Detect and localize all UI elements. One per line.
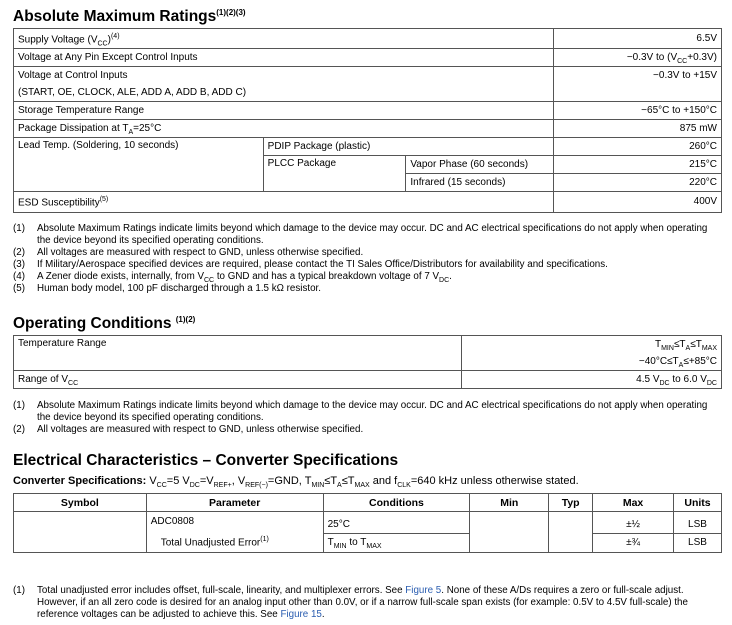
cond-25c: 25°C: [323, 512, 470, 534]
package-diss-label: Package Dissipation at $T_A=25^\circ C$: [14, 120, 554, 138]
esd-value: 400V: [554, 192, 722, 212]
voltage-control-value: −0.3V to +15V: [554, 67, 722, 85]
figure-15-link[interactable]: Figure 15: [280, 609, 322, 620]
cond-tmin-tmax: $T_{MIN}$ to $T_{MAX}$: [323, 534, 470, 553]
empty-cell: [14, 353, 462, 371]
elec-notes: [13, 585, 719, 621]
device-name: ADC0808: [150, 516, 195, 527]
empty-cell: [554, 84, 722, 102]
vapor-label: Vapor Phase (60 seconds): [406, 156, 554, 174]
table-header-row: [14, 494, 722, 512]
esd-label: ESD Susceptibility$^{(5)}$: [14, 192, 554, 212]
op-cond-title-text: Operating Conditions: [13, 315, 172, 332]
voltage-control-label: Voltage at Control Inputs: [14, 67, 554, 85]
table-row: [14, 371, 722, 389]
table-row: [14, 138, 722, 156]
op-cond-notes: [13, 400, 719, 436]
temp-range-value2: $-40^\circ C\le T_A\le+85^\circ C$: [462, 353, 722, 371]
col-max: Max: [593, 494, 674, 512]
abs-max-title-text: Absolute Maximum Ratings: [13, 8, 217, 25]
table-row: [14, 102, 722, 120]
voltage-any-pin-value: −0.3V to $(V_{CC}+0.3V)$: [554, 49, 722, 67]
temp-range-label: Temperature Range: [14, 336, 462, 354]
note-item: (1) Total unadjusted error includes offset, full-scale, linearity, and multiplexer errors. See Figure 5. None of these A/Ds requires a zero or full-scale adjust. However, if an all zero code is desired for an analog input other than 0.0V, or if a narrow full-scale span exists (for example: 0.5V to 4.5V full-scale) the reference voltages can be adjusted to achieve this. See Figure 15.: [13, 585, 688, 620]
note-item: (4) A Zener diode exists, internally, from $V_{CC}$ to GND and has a typical breakdown voltage of 7 $V_{DC}$.: [13, 271, 452, 284]
note-item: (2) All voltages are measured with respect to GND, unless otherwise specified.: [13, 247, 364, 258]
table-row: [14, 67, 722, 85]
col-units: Units: [673, 494, 721, 512]
col-typ: Typ: [549, 494, 593, 512]
elec-title: Electrical Characteristics – Converter Specifications: [13, 452, 399, 469]
storage-temp-value: −65°C to +150°C: [554, 102, 722, 120]
col-min: Min: [470, 494, 549, 512]
table-row: [14, 120, 722, 138]
table-row: [14, 353, 722, 371]
elec-subheading: Converter Specifications: $V_{CC}=5$ $V_{DC}=V_{REF+}$, $V_{REF(-)}=GND$, $T_{MIN}\le T_A\le T_{MAX}$ and $f_{CLK}=640$ kHz unless otherwise stated.: [13, 475, 579, 490]
table-row: [14, 336, 722, 354]
table-row: [14, 29, 722, 49]
table-row: [14, 49, 722, 67]
vapor-value: 215°C: [554, 156, 722, 174]
max-25c: ±½: [593, 512, 674, 534]
plcc-label: PLCC Package: [263, 156, 406, 192]
storage-temp-label: Storage Temperature Range: [14, 102, 554, 120]
max-tmin-tmax: ±¾: [593, 534, 674, 553]
elec-table: [13, 493, 722, 553]
param-name: Total Unadjusted Error$^{(1)}$: [160, 536, 269, 549]
table-row: [14, 512, 722, 534]
supply-voltage-label: Supply Voltage $(V_{CC})^{(4)}$: [14, 29, 554, 49]
note-item: (3) If Military/Aerospace specified devices are required, please contact the TI Sales Office/Distributors for availability and specifications.: [13, 259, 608, 270]
pdip-label: PDIP Package (plastic): [263, 138, 554, 156]
lead-temp-label: Lead Temp. (Soldering, 10 seconds): [14, 138, 264, 192]
temp-range-value1: $T_{MIN}\le T_A\le T_{MAX}$: [462, 336, 722, 354]
abs-max-notes: [13, 223, 719, 295]
infrared-label: Infrared (15 seconds): [406, 174, 554, 192]
package-diss-value: 875 mW: [554, 120, 722, 138]
op-cond-title-notes: (1)(2): [175, 314, 196, 324]
note-item: (2) All voltages are measured with respect to GND, unless otherwise specified.: [13, 424, 364, 435]
col-conditions: Conditions: [323, 494, 470, 512]
note-item: (5) Human body model, 100 pF discharged through a 1.5 kΩ resistor.: [13, 283, 321, 294]
abs-max-table: [13, 28, 722, 213]
abs-max-title-notes: (1)(2)(3): [216, 7, 246, 17]
figure-5-link[interactable]: Figure 5: [405, 585, 442, 596]
voltage-control-label2: (START, OE, CLOCK, ALE, ADD A, ADD B, ADD C): [14, 84, 554, 102]
range-vcc-value: 4.5 $V_{DC}$ to 6.0 $V_{DC}$: [462, 371, 722, 389]
table-row: [14, 84, 722, 102]
op-cond-table: [13, 335, 722, 389]
unit-tmin-tmax: LSB: [673, 534, 721, 553]
note-item: (1) Absolute Maximum Ratings indicate limits beyond which damage to the device may occur. DC and AC electrical specifications do not apply when operating the device beyond its specified operating conditions.: [13, 400, 708, 423]
op-cond-title: [13, 315, 195, 333]
note-item: (1) Absolute Maximum Ratings indicate limits beyond which damage to the device may occur. DC and AC electrical specifications do not apply when operating the device beyond its specified operating conditions.: [13, 223, 708, 246]
range-vcc-label: Range of $V_{CC}$: [14, 371, 462, 389]
pdip-value: 260°C: [554, 138, 722, 156]
infrared-value: 220°C: [554, 174, 722, 192]
abs-max-title: [13, 8, 246, 26]
col-parameter: Parameter: [146, 494, 323, 512]
voltage-any-pin-label: Voltage at Any Pin Except Control Inputs: [14, 49, 554, 67]
min-cell: [470, 512, 549, 553]
table-row: [14, 192, 722, 212]
col-symbol: Symbol: [14, 494, 147, 512]
supply-voltage-value: 6.5V: [554, 29, 722, 49]
typ-cell: [549, 512, 593, 553]
unit-25c: LSB: [673, 512, 721, 534]
parameter-cell: [146, 512, 323, 553]
symbol-cell: [14, 512, 147, 553]
